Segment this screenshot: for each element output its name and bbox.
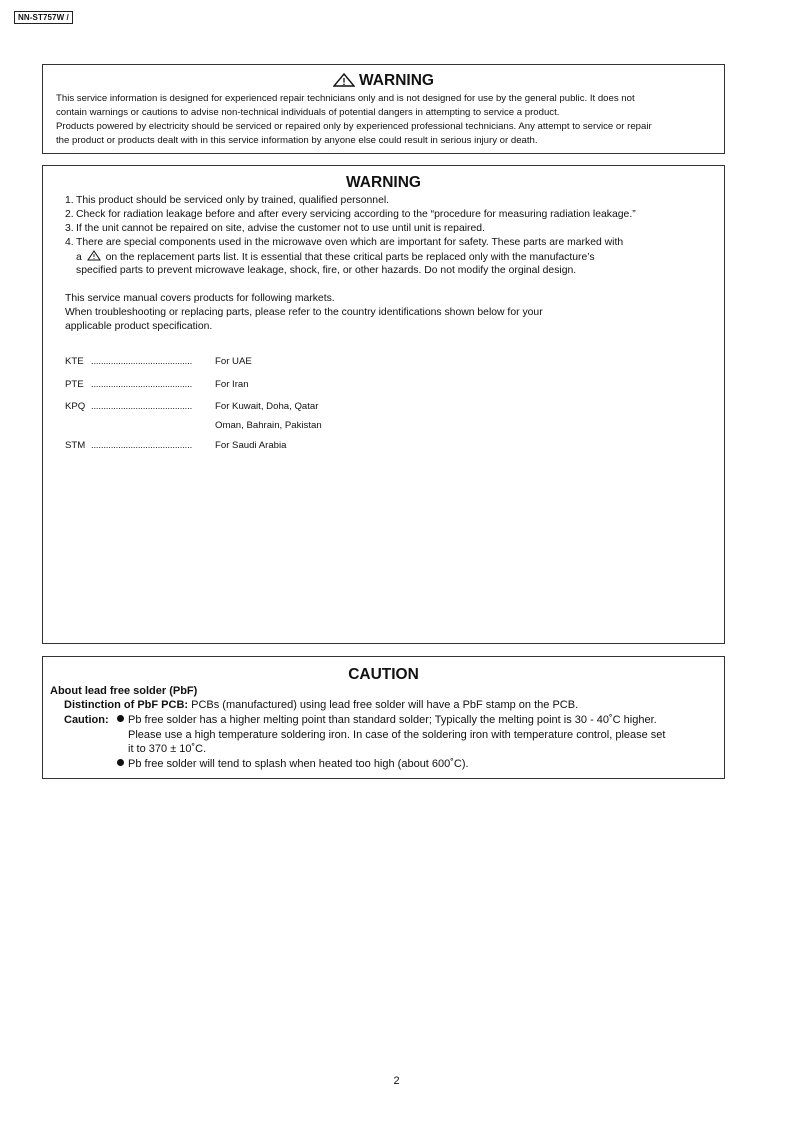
distinction-line [64,698,578,712]
intro-text-line: applicable product specification. [65,321,213,332]
item-number: 2. [65,209,74,220]
item-number: 1. [65,195,74,206]
market-name: For Saudi Arabia [215,440,287,451]
item-text: on the replacement parts list. It is essential that these critical parts be replaced only with the manufacture’s [105,252,595,263]
intro-text-line: This service manual covers products for following markets. [65,293,335,304]
item-text: Check for radiation leakage before and after every servicing according to the “procedure for measuring radiation leakage.” [76,209,636,220]
market-code: KTE [65,356,84,367]
page-number: 2 [393,1075,400,1087]
list-item [65,222,485,236]
warning-text-line: contain warnings or cautions to advise non-technical individuals of potential dangers in attempting to service a product. [56,107,560,118]
item-text: This product should be serviced only by trained, qualified personnel. [76,195,390,206]
distinction-label: Distinction of PbF PCB: [64,699,189,711]
warning-text-line: the product or products dealt with in this service information by anyone else could result in serious injury or death. [56,135,538,146]
leader-dots: ......................................... [91,356,193,367]
item-text: There are special components used in the microwave oven which are important for safety. These parts are marked with [76,237,624,248]
bullet-line-continued: Please use a high temperature soldering iron. In case of the soldering iron with temperature control, please set [128,729,666,741]
warning-text-line: This service information is designed for experienced repair technicians only and is not designed for use by the general public. It does not [56,93,635,104]
bullet-line [117,713,657,727]
caution-subtitle: About lead free solder (PbF) [50,685,198,697]
intro-text-line: When troubleshooting or replacing parts, please refer to the country identifications shown below for your [65,307,543,318]
item-text: If the unit cannot be repaired on site, advise the customer not to use until unit is repaired. [76,223,485,234]
service-warning-box [42,165,725,644]
general-warning-box [42,64,725,154]
model-number-tag: NN-ST757W / [14,11,73,24]
leader-dots: ......................................... [91,379,193,390]
list-item [65,208,636,222]
leader-dots: ......................................... [91,401,193,412]
market-code: PTE [65,379,84,390]
warning-title: WARNING [359,72,434,89]
item-number: 4. [65,237,74,248]
item-text: a [76,252,82,263]
warning-triangle-icon [333,73,355,87]
list-item [65,194,389,208]
market-code: STM [65,440,86,451]
caution-label: Caution: [64,714,109,726]
market-name: For UAE [215,356,252,367]
caution-box [42,656,725,779]
distinction-text: PCBs (manufactured) using lead free solder will have a PbF stamp on the PCB. [188,699,579,711]
market-name: For Iran [215,379,249,390]
list-item [65,236,623,250]
item-number: 3. [65,223,74,234]
bullet-text: Pb free solder has a higher melting point than standard solder; Typically the melting point is 30 - 40˚C higher. [128,714,657,726]
leader-dots: ......................................... [91,440,193,451]
market-name: For Kuwait, Doha, Qatar [215,401,319,412]
bullet-line-continued: it to 370 ± 10˚C. [128,743,207,755]
bullet-text: Pb free solder will tend to splash when heated too high (about 600˚C). [128,758,469,770]
list-item-continuation: specified parts to prevent microwave leakage, shock, fire, or other hazards. Do not modify the orginal design. [76,265,577,276]
bullet-line [117,757,469,771]
warning-text-line: Products powered by electricity should be serviced or repaired only by experienced professional technicians. Any attempt to service or repair [56,121,652,132]
market-code: KPQ [65,401,86,412]
warning-heading [43,72,724,90]
market-name-continued: Oman, Bahrain, Pakistan [215,420,322,431]
safety-triangle-icon [87,250,101,261]
warning-title: WARNING [346,174,421,191]
bullet-icon [117,715,124,722]
bullet-icon [117,759,124,766]
list-item-continuation [76,250,595,265]
caution-title: CAUTION [348,666,419,683]
